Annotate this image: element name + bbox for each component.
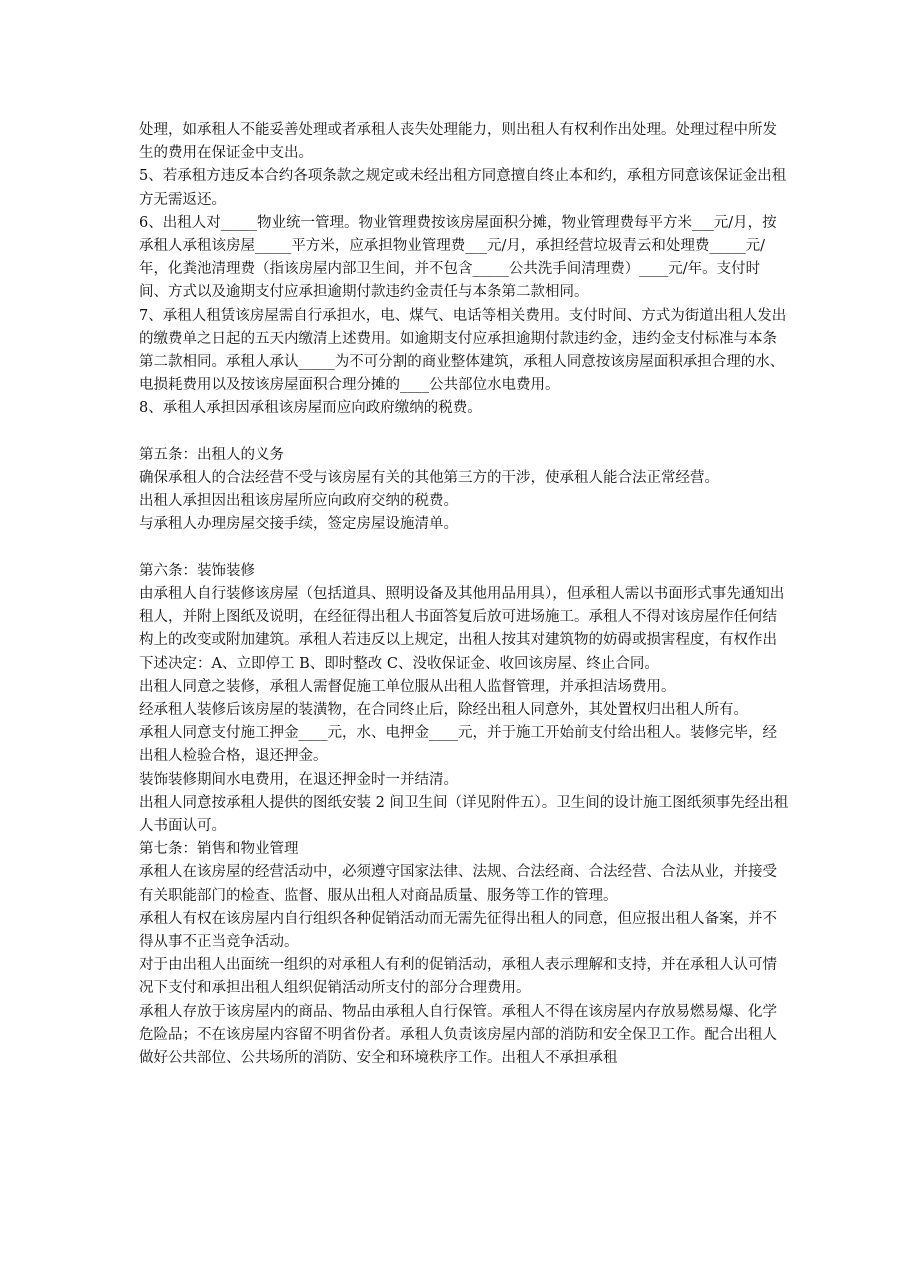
document-page	[139, 119, 789, 1070]
section-7-item: 承租人存放于该房屋内的商品、物品由承租人自行保管。承租人不得在该房屋内存放易燃易爆、化学危险品；不在该房屋内容留不明省份者。承租人负责该房屋内部的消防和安全保卫工作。配合出租人做好公共部位、公共场所的消防、安全和环境秩序工作。出租人不承担承租	[139, 1003, 777, 1067]
section-spacer	[139, 537, 789, 560]
section-5-item: 与承租人办理房屋交接手续，签定房屋设施清单。	[139, 516, 458, 533]
section-5-heading: 第五条：出租人的义务	[139, 446, 284, 463]
section-6-item: 承租人同意支付施工押金____元，水、电押金____元，并于施工开始前支付给出租人。装修完毕，经出租人检验合格，退还押金。	[139, 725, 777, 765]
clause-4-6: 6、出租人对_____物业统一管理。物业管理费按该房屋面积分摊，物业管理费每平方米___元/月，按承租人承租该房屋_____平方米，应承担物业管理费___元/月，承担经营垃圾青云和处理费_____元/年，化粪池清理费（指该房屋内部卫生间，并不包含_____公共洗手间清理费）____元/年。支付时间、方式以及逾期支付应承担逾期付款违约金责任与本条第二款相同。	[139, 214, 777, 301]
section-5-item: 确保承租人的合法经营不受与该房屋有关的其他第三方的干涉，使承租人能合法正常经营。	[139, 470, 719, 487]
section-6-heading: 第六条：装饰装修	[139, 562, 255, 579]
section-7-item: 承租人有权在该房屋内自行组织各种促销活动而无需先征得出租人的同意，但应报出租人备案，并不得从事不正当竞争活动。	[139, 910, 777, 951]
section-6-item: 装饰装修期间水电费用，在退还押金时一并结清。	[139, 771, 458, 788]
section-5-item: 出租人承担因出租该房屋所应向政府交纳的税费。	[139, 493, 458, 510]
section-7-item: 对于由出租人出面统一组织的对承租人有利的促销活动，承租人表示理解和支持，并在承租人认可情况下支付和承担出租人组织促销活动所支付的部分合理费用。	[139, 957, 777, 997]
section-6-item: 经承租人装修后该房屋的装潢物，在合同终止后，除经出租人同意外，其处置权归出租人所有。	[139, 702, 748, 719]
clause-4-8: 8、承租人承担因承租该房屋而应向政府缴纳的税费。	[139, 400, 482, 417]
section-6-item: 由承租人自行装修该房屋（包括道具、照明设备及其他用品用具），但承租人需以书面形式事先通知出租人，并附上图纸及说明，在经征得出租人书面答复后放可进场施工。承租人不得对该房屋作任何结构上的改变或附加建筑。承租人若违反以上规定，出租人按其对建筑物的妨碍或损害程度，有权作出下述决定：A、立即停工 B、即时整改 C、没收保证金、收回该房屋、终止合同。	[139, 586, 785, 672]
clause-4-5: 5、若承租方违反本合约各项条款之规定或未经出租方同意擅自终止本和约，承租方同意该保证金出租方无需返还。	[139, 168, 787, 208]
clause-4-7: 7、承租人租赁该房屋需自行承担水，电、煤气、电话等相关费用。支付时间、方式为街道出租人发出的缴费单之日起的五天内缴清上述费用。如逾期支付应承担逾期付款违约金，违约金支付标准与本条第二款相同。承租人承认_____为不可分割的商业整体建筑，承租人同意按该房屋面积承担合理的水、电损耗费用以及按该房屋面积合理分摊的____公共部位水电费用。	[139, 307, 787, 394]
section-6-item: 出租人同意之装修，承租人需督促施工单位服从出租人监督管理，并承担洁场费用。	[139, 678, 676, 695]
section-spacer	[139, 421, 789, 444]
paragraph-continuation: 处理，如承租人不能妥善处理或者承租人丧失处理能力，则出租人有权利作出处理。处理过程中所发生的费用在保证金中支出。	[139, 122, 777, 162]
section-7-heading: 第七条：销售和物业管理	[139, 841, 299, 858]
section-7-item: 承租人在该房屋的经营活动中，必须遵守国家法律、法规、合法经商、合法经营、合法从业，并接受有关职能部门的检查、监督、服从出租人对商品质量、服务等工作的管理。	[139, 864, 777, 904]
section-6-item: 出租人同意按承租人提供的图纸安装 2 间卫生间（详见附件五）。卫生间的设计施工图纸须事先经出租人书面认可。	[139, 794, 789, 835]
